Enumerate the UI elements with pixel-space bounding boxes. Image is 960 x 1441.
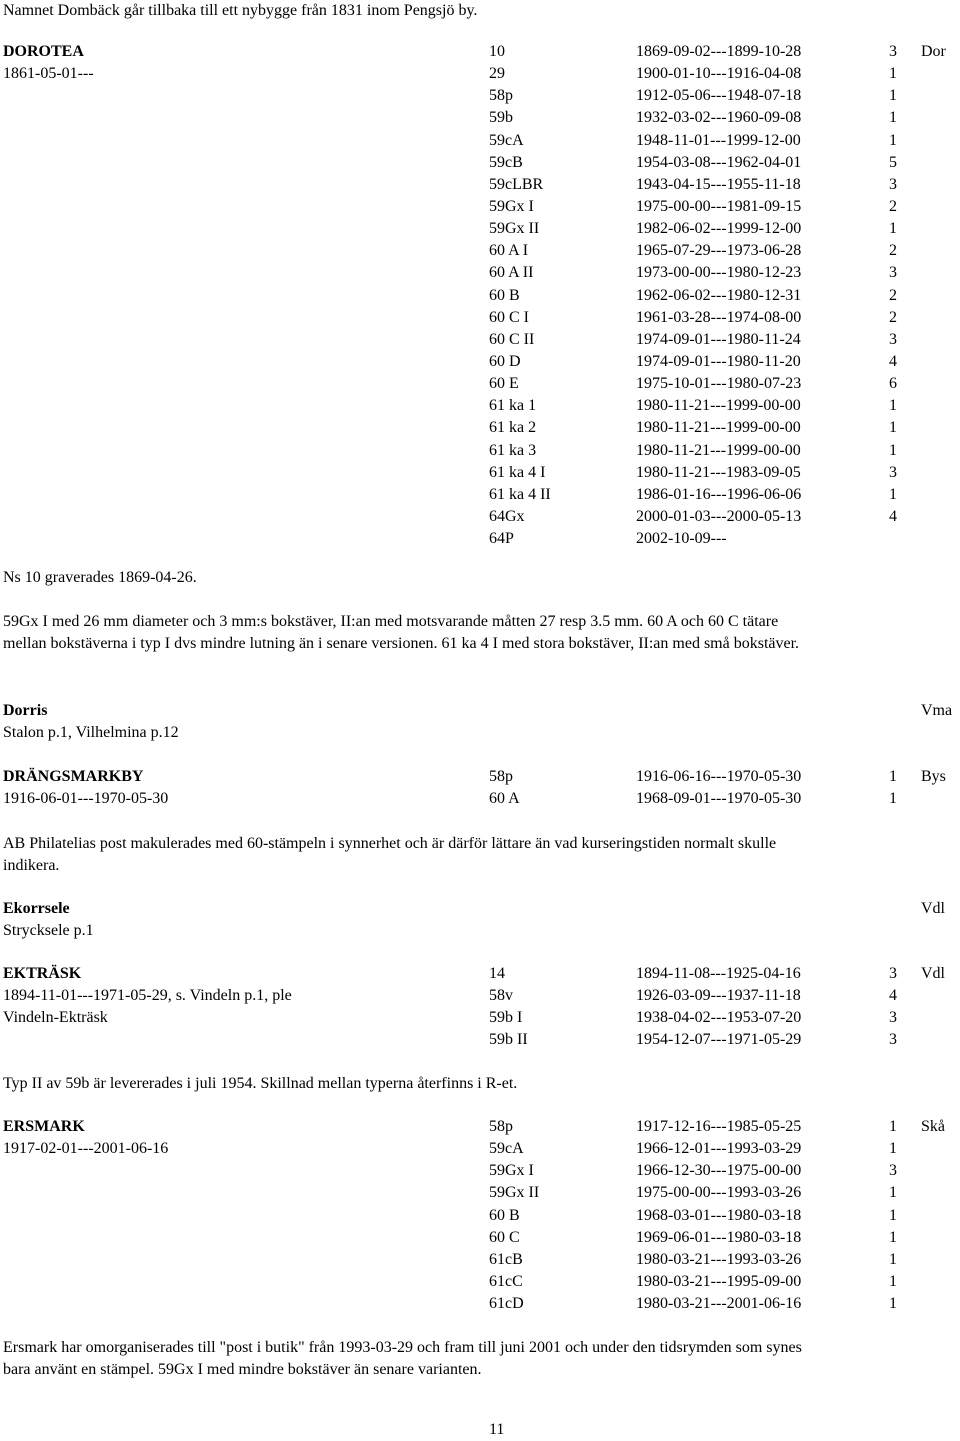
stamp-rarity: 1 — [889, 397, 897, 415]
stamp-code: 59cA — [489, 1140, 524, 1158]
stamp-date-range: 1974-09-01---1980-11-20 — [636, 352, 801, 370]
stamp-date-range: 1973-00-00---1980-12-23 — [636, 264, 802, 282]
table-row — [3, 152, 958, 174]
stamp-date-range: 1954-12-07---1971-05-29 — [636, 1031, 802, 1049]
stamp-date-range: 1965-07-29---1973-06-28 — [636, 242, 802, 260]
stamp-date-range: 1969-06-01---1980-03-18 — [636, 1228, 802, 1246]
table-row — [3, 174, 958, 196]
table-row — [3, 1205, 958, 1227]
table-row — [3, 373, 958, 395]
stamp-rarity: 1 — [889, 1250, 897, 1268]
stamp-rarity: 2 — [889, 286, 897, 304]
stamp-date-range: 1968-03-01---1980-03-18 — [636, 1206, 802, 1224]
stamp-rarity: 1 — [889, 441, 897, 459]
stamp-code: 60 E — [489, 375, 519, 393]
entry-name: Ekorrsele — [3, 900, 70, 917]
entry-date-range: 1861-05-01--- — [3, 65, 94, 82]
stamp-code: 60 D — [489, 352, 521, 370]
stamp-code: 60 B — [489, 1206, 520, 1224]
stamp-rarity: 3 — [889, 264, 897, 282]
stamp-date-range: 1980-03-21---1993-03-26 — [636, 1250, 802, 1268]
stamp-rarity: 5 — [889, 153, 897, 171]
stamp-code: 59cLBR — [489, 175, 544, 193]
stamp-table — [3, 41, 958, 550]
entry-subtitle: Vindeln-Ekträsk — [3, 1009, 108, 1026]
entry-comment: Ersmark har omorganiserades till "post i butik" från 1993-03-29 och fram till juni 2001 och under den tidsrymden som synes bara använt en stämpel. 59Gx I med mindre bokstäver än senare varianten. — [3, 1339, 802, 1378]
table-row — [3, 351, 958, 373]
stamp-rarity: 1 — [889, 109, 897, 127]
table-row — [3, 218, 958, 240]
entry-name: EKTRÄSK — [3, 965, 82, 982]
stamp-date-range: 1980-11-21---1999-00-00 — [636, 419, 801, 437]
stamp-code: 10 — [489, 43, 505, 60]
stamp-code: 61cB — [489, 1250, 523, 1268]
stamp-rarity: 3 — [889, 1031, 897, 1049]
stamp-date-range: 1980-03-21---2001-06-16 — [636, 1295, 802, 1313]
entry-region: Vma — [921, 702, 953, 719]
stamp-code: 59cB — [489, 153, 523, 171]
intro-text: Namnet Dombäck går tillbaka till ett nybygge från 1831 inom Pengsjö by. — [3, 2, 478, 19]
stamp-rarity: 1 — [889, 1272, 897, 1290]
stamp-table — [3, 1116, 958, 1315]
entry-name: Dorris — [3, 702, 48, 719]
stamp-date-range: 1916-06-16---1970-05-30 — [636, 768, 802, 785]
stamp-code: 61cC — [489, 1272, 523, 1290]
entry-subtitle: Strycksele p.1 — [3, 922, 94, 939]
stamp-code: 58p — [489, 768, 513, 785]
table-row — [3, 788, 958, 810]
stamp-date-range: 1917-12-16---1985-05-25 — [636, 1118, 802, 1135]
table-row — [3, 1249, 958, 1271]
entry-name: ERSMARK — [3, 1118, 85, 1135]
table-row — [3, 1182, 958, 1204]
page-number: 11 — [489, 1421, 505, 1438]
stamp-rarity: 3 — [889, 1009, 897, 1027]
stamp-rarity: 2 — [889, 242, 897, 260]
table-row — [3, 766, 958, 788]
table-row — [3, 130, 958, 152]
stamp-code: 29 — [489, 65, 505, 83]
stamp-date-range: 1943-04-15---1955-11-18 — [636, 175, 801, 193]
stamp-rarity: 1 — [889, 768, 897, 785]
table-row — [3, 462, 958, 484]
stamp-rarity: 2 — [889, 197, 897, 215]
table-row — [3, 329, 958, 351]
table-row — [3, 262, 958, 284]
table-row — [3, 484, 958, 506]
stamp-code: 58p — [489, 1118, 513, 1135]
table-row — [3, 41, 958, 63]
stamp-table — [3, 963, 958, 1052]
table-row — [3, 196, 958, 218]
stamp-date-range: 1966-12-01---1993-03-29 — [636, 1140, 802, 1158]
table-row — [3, 440, 958, 462]
stamp-date-range: 1962-06-02---1980-12-31 — [636, 286, 802, 304]
stamp-rarity: 3 — [889, 175, 897, 193]
table-row — [3, 528, 958, 550]
entry-region: Bys — [921, 768, 946, 785]
stamp-code: 60 B — [489, 286, 520, 304]
table-row — [3, 395, 958, 417]
stamp-code: 61 ka 2 — [489, 419, 537, 437]
stamp-code: 59Gx II — [489, 220, 540, 238]
stamp-rarity: 4 — [889, 507, 897, 525]
stamp-code: 64Gx — [489, 507, 525, 525]
stamp-date-range: 1938-04-02---1953-07-20 — [636, 1009, 802, 1027]
stamp-date-range: 1966-12-30---1975-00-00 — [636, 1162, 802, 1180]
stamp-rarity: 1 — [889, 1206, 897, 1224]
table-row — [3, 985, 958, 1007]
table-row — [3, 963, 958, 985]
stamp-code: 59b I — [489, 1009, 523, 1027]
entry-region: Dor — [921, 43, 946, 60]
stamp-date-range: 1986-01-16---1996-06-06 — [636, 485, 802, 503]
stamp-date-range: 2000-01-03---2000-05-13 — [636, 507, 802, 525]
stamp-rarity: 3 — [889, 965, 897, 982]
stamp-code: 60 C — [489, 1228, 520, 1246]
stamp-rarity: 1 — [889, 1295, 897, 1313]
stamp-date-range: 1980-11-21---1999-00-00 — [636, 441, 801, 459]
stamp-code: 59Gx I — [489, 1162, 534, 1180]
entry-name: DRÄNGSMARKBY — [3, 768, 144, 785]
table-row — [3, 307, 958, 329]
table-row — [3, 417, 958, 439]
entry-date-range: 1894-11-01---1971-05-29, s. Vindeln p.1, ple — [3, 987, 292, 1004]
entry-date-range: 1916-06-01---1970-05-30 — [3, 790, 169, 807]
entry-region: Skå — [921, 1118, 945, 1135]
table-row — [3, 107, 958, 129]
stamp-date-range: 1900-01-10---1916-04-08 — [636, 65, 802, 83]
stamp-rarity: 1 — [889, 485, 897, 503]
stamp-code: 61cD — [489, 1295, 524, 1313]
stamp-date-range: 1980-11-21---1983-09-05 — [636, 463, 801, 481]
stamp-code: 14 — [489, 965, 505, 982]
stamp-code: 60 C I — [489, 308, 529, 326]
stamp-date-range: 1982-06-02---1999-12-00 — [636, 220, 802, 238]
table-row — [3, 285, 958, 307]
table-row — [3, 1160, 958, 1182]
stamp-date-range: 1954-03-08---1962-04-01 — [636, 153, 802, 171]
stamp-date-range: 1926-03-09---1937-11-18 — [636, 987, 801, 1005]
table-row — [3, 1138, 958, 1160]
stamp-rarity: 2 — [889, 308, 897, 326]
stamp-date-range: 1912-05-06---1948-07-18 — [636, 87, 802, 105]
stamp-code: 59Gx II — [489, 1184, 540, 1202]
entry-subtitle: Stalon p.1, Vilhelmina p.12 — [3, 724, 179, 741]
entry-comment: 59Gx I med 26 mm diameter och 3 mm:s bokstäver, II:an med motsvarande måtten 27 resp 3.5 mm. 60 A och 60 C tätare mellan bokstäverna i typ I dvs mindre lutning än i senare versionen. 61 ka 4 I med stora bokstäver, II:an med små bokstäver. — [3, 613, 800, 652]
table-row — [3, 1293, 958, 1315]
stamp-rarity: 3 — [889, 463, 897, 481]
entry-date-range: 1917-02-01---2001-06-16 — [3, 1140, 169, 1157]
table-row — [3, 63, 958, 85]
stamp-date-range: 1980-11-21---1999-00-00 — [636, 397, 801, 415]
stamp-date-range: 1948-11-01---1999-12-00 — [636, 131, 801, 149]
stamp-rarity: 1 — [889, 1228, 897, 1246]
stamp-rarity: 1 — [889, 131, 897, 149]
stamp-rarity: 1 — [889, 1140, 897, 1158]
stamp-rarity: 1 — [889, 220, 897, 238]
stamp-rarity: 1 — [889, 790, 897, 808]
table-row — [3, 1271, 958, 1293]
stamp-rarity: 1 — [889, 1118, 897, 1135]
stamp-date-range: 1975-00-00---1993-03-26 — [636, 1184, 802, 1202]
table-row — [3, 240, 958, 262]
table-row — [3, 506, 958, 528]
stamp-code: 60 A I — [489, 242, 529, 260]
stamp-code: 64P — [489, 530, 514, 548]
entry-region: Vdl — [921, 900, 945, 917]
table-row — [3, 1227, 958, 1249]
stamp-rarity: 3 — [889, 43, 897, 60]
stamp-code: 61 ka 1 — [489, 397, 537, 415]
table-row — [3, 1029, 958, 1051]
stamp-date-range: 2002-10-09--- — [636, 530, 727, 548]
entry-name: DOROTEA — [3, 43, 84, 60]
entry-region: Vdl — [921, 965, 945, 982]
stamp-table — [3, 766, 958, 810]
stamp-code: 58v — [489, 987, 513, 1005]
stamp-code: 59Gx I — [489, 197, 534, 215]
stamp-code: 59b II — [489, 1031, 528, 1049]
stamp-code: 59b — [489, 109, 513, 127]
stamp-code: 59cA — [489, 131, 524, 149]
stamp-rarity: 4 — [889, 987, 897, 1005]
stamp-code: 61 ka 4 I — [489, 463, 546, 481]
stamp-rarity: 1 — [889, 1184, 897, 1202]
stamp-date-range: 1961-03-28---1974-08-00 — [636, 308, 802, 326]
stamp-code: 61 ka 3 — [489, 441, 537, 459]
stamp-date-range: 1975-00-00---1981-09-15 — [636, 197, 802, 215]
table-row — [3, 1007, 958, 1029]
stamp-code: 60 A II — [489, 264, 534, 282]
entry-comment: AB Philatelias post makulerades med 60-stämpeln i synnerhet och är därför lättare än vad kurseringstiden normalt skulle indikera. — [3, 835, 777, 874]
stamp-rarity: 4 — [889, 352, 897, 370]
stamp-rarity: 6 — [889, 375, 897, 393]
stamp-rarity: 3 — [889, 1162, 897, 1180]
table-row — [3, 1116, 958, 1138]
stamp-date-range: 1975-10-01---1980-07-23 — [636, 375, 802, 393]
stamp-code: 58p — [489, 87, 513, 105]
stamp-code: 61 ka 4 II — [489, 485, 551, 503]
stamp-date-range: 1894-11-08---1925-04-16 — [636, 965, 801, 982]
entry-comment: Typ II av 59b är levererades i juli 1954. Skillnad mellan typerna återfinns i R-et. — [3, 1075, 518, 1092]
stamp-date-range: 1932-03-02---1960-09-08 — [636, 109, 802, 127]
stamp-code: 60 A — [489, 790, 520, 808]
stamp-code: 60 C II — [489, 330, 535, 348]
stamp-rarity: 1 — [889, 419, 897, 437]
stamp-rarity: 1 — [889, 65, 897, 83]
stamp-rarity: 3 — [889, 330, 897, 348]
stamp-rarity: 1 — [889, 87, 897, 105]
stamp-date-range: 1980-03-21---1995-09-00 — [636, 1272, 802, 1290]
stamp-date-range: 1974-09-01---1980-11-24 — [636, 330, 801, 348]
stamp-date-range: 1869-09-02---1899-10-28 — [636, 43, 802, 60]
entry-note: Ns 10 graverades 1869-04-26. — [3, 569, 197, 586]
stamp-date-range: 1968-09-01---1970-05-30 — [636, 790, 802, 808]
table-row — [3, 85, 958, 107]
